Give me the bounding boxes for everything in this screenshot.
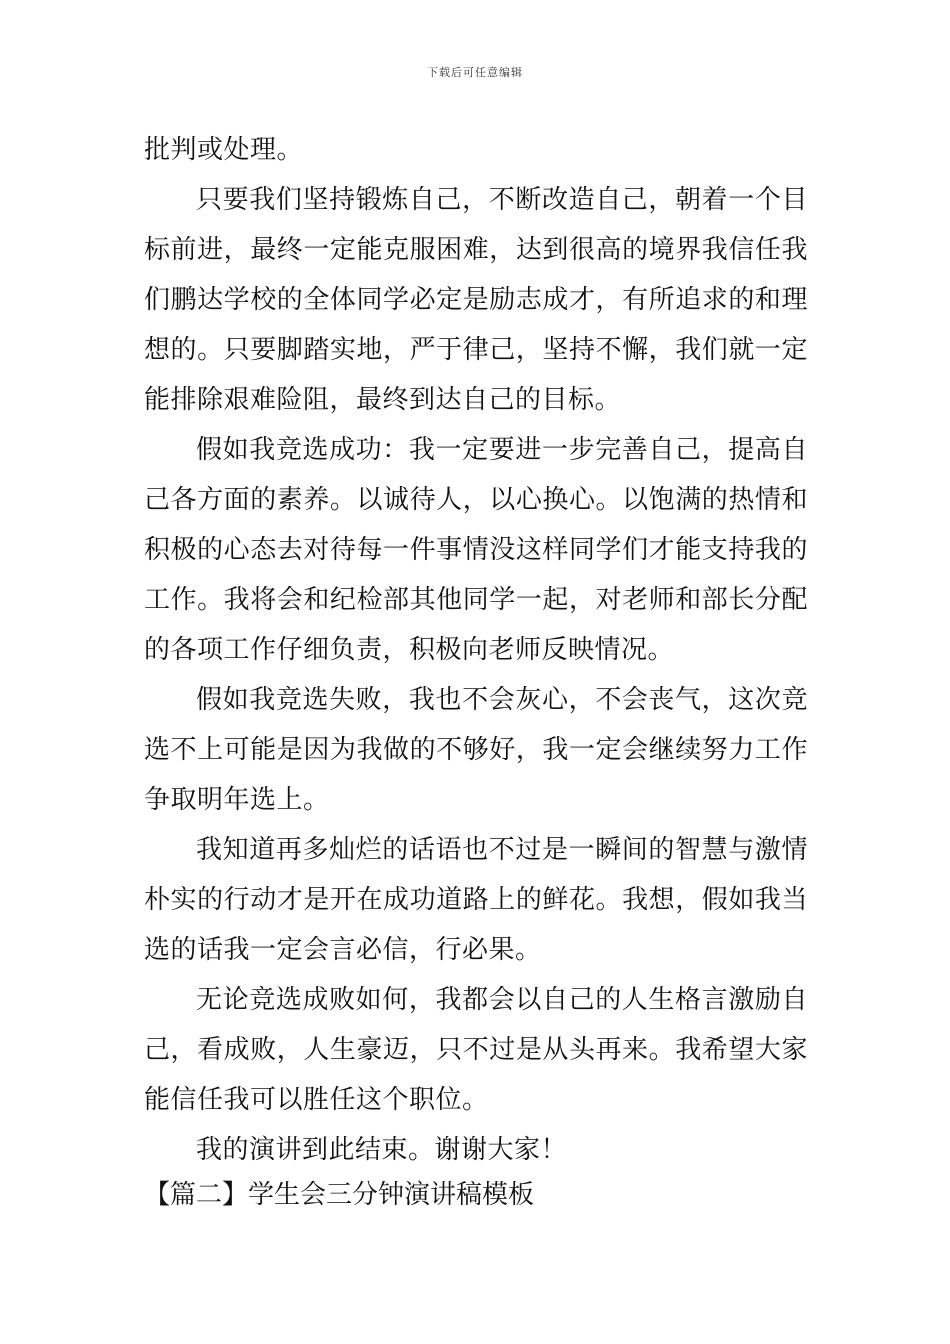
body-text (144, 125, 808, 1175)
text-line: 能排除艰难险阻，最终到达自己的目标。 (144, 385, 622, 415)
text-line: 想的。只要脚踏实地，严于律己，坚持不懈，我们就一定 (144, 335, 808, 365)
text-line: 己各方面的素养。以诚待人，以心换心。以饱满的热情和 (144, 485, 808, 515)
text-line: 争取明年选上。 (144, 785, 330, 815)
text-line: 朴实的行动才是开在成功道路上的鲜花。我想，假如我当 (144, 885, 808, 915)
text-line: 我的演讲到此结束。谢谢大家！ (196, 1135, 568, 1165)
text-line: 假如我竞选失败，我也不会灰心，不会丧气，这次竞 (196, 685, 808, 715)
section-heading: 【篇二】学生会三分钟演讲稿模板 (144, 1180, 535, 1210)
text-line: 标前进，最终一定能克服困难，达到很高的境界我信任我 (144, 235, 808, 265)
text-line: 的各项工作仔细负责，积极向老师反映情况。 (144, 635, 675, 665)
text-line: 己，看成败，人生豪迈，只不过是从头再来。我希望大家 (144, 1035, 808, 1065)
text-line: 选的话我一定会言必信，行必果。 (144, 935, 542, 965)
text-line: 能信任我可以胜任这个职位。 (144, 1085, 489, 1115)
text-line: 无论竞选成败如何，我都会以自己的人生格言激励自 (196, 985, 808, 1015)
text-line: 只要我们坚持锻炼自己，不断改造自己，朝着一个目 (196, 185, 808, 215)
text-line: 批判或处理。 (144, 135, 304, 165)
text-line: 积极的心态去对待每一件事情没这样同学们才能支持我的 (144, 535, 808, 565)
text-line: 我知道再多灿烂的话语也不过是一瞬间的智慧与激情 (196, 835, 808, 865)
page-header: 下载后可任意编辑 (427, 66, 523, 79)
text-line: 工作。我将会和纪检部其他同学一起，对老师和部长分配 (144, 585, 808, 615)
text-line: 选不上可能是因为我做的不够好，我一定会继续努力工作 (144, 735, 808, 765)
text-line: 假如我竞选成功：我一定要进一步完善自己，提高自 (196, 435, 808, 465)
text-line: 们鹏达学校的全体同学必定是励志成才，有所追求的和理 (144, 285, 808, 315)
